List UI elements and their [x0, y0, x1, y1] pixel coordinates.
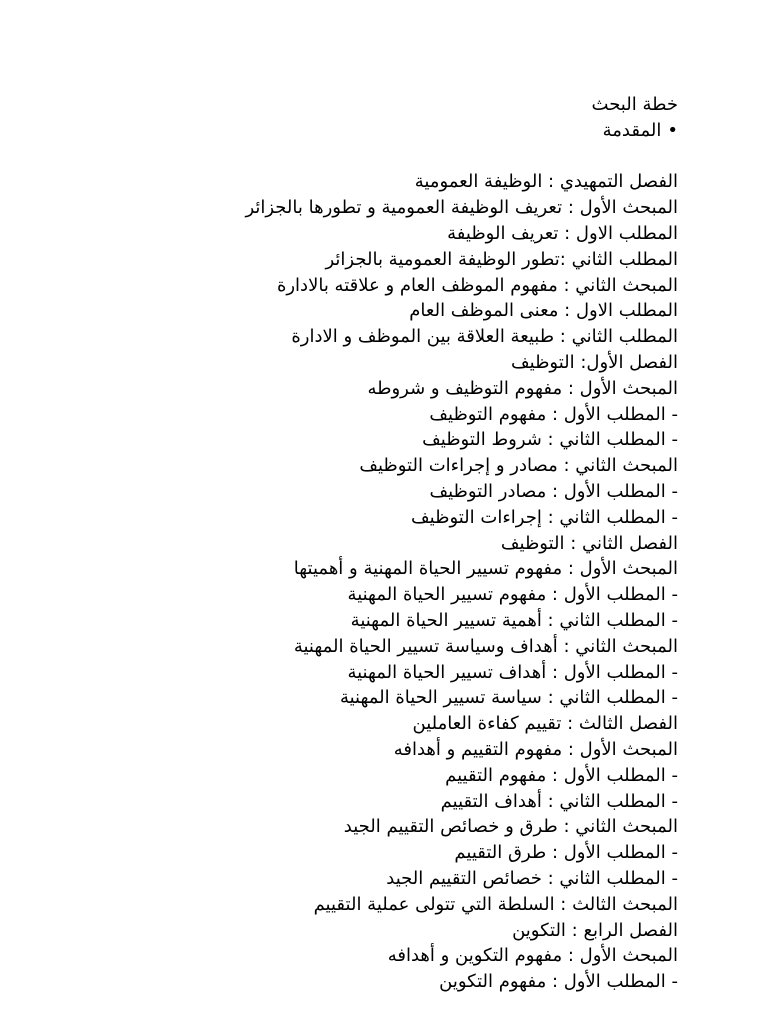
outline-line: المبحث الثاني : مفهوم الموظف العام و علاقته بالادارة: [276, 274, 678, 296]
outline-line: - المطلب الثاني : سياسة تسيير الحياة المهنية: [339, 687, 678, 709]
outline-line: المطلب الاول : معنى الموظف العام: [409, 300, 678, 322]
outline-line: - المطلب الأول : مفهوم التكوين: [439, 971, 678, 993]
outline-line: المبحث الثاني : أهداف وسياسة تسيير الحياة المهنية: [293, 635, 678, 657]
outline-line: - المطلب الأول : أهداف تسيير الحياة المهنية: [347, 661, 678, 683]
outline-line: الفصل الثاني : التوظيف: [500, 532, 678, 554]
outline-line: المطلب الثاني : طبيعة العلاقة بين الموظف و الادارة: [291, 326, 678, 348]
research-plan-text: [58, 92, 678, 995]
outline-line: المبحث الأول : مفهوم التوظيف و شروطه: [367, 377, 678, 399]
outline-line: - المطلب الثاني : شروط التوظيف: [422, 429, 678, 451]
outline-line: الفصل الثالث : تقييم كفاءة العاملين: [412, 713, 678, 735]
page-title: خطة البحث: [591, 94, 678, 115]
blank-line: [58, 144, 678, 170]
outline-line: المبحث الأول : تعريف الوظيفة العمومية و تطورها بالجزائر: [245, 197, 678, 219]
outline-line: المطلب الثاني :تطور الوظيفة العمومية بالجزائر: [325, 248, 678, 270]
outline-line: - المطلب الثاني : خصائص التقييم الجيد: [386, 867, 678, 889]
outline-line: الفصل الأول: التوظيف: [511, 351, 678, 373]
outline-line: المبحث الثاني : طرق و خصائص التقييم الجيد: [343, 816, 678, 838]
outline-line: - المطلب الأول : مفهوم التوظيف: [429, 403, 678, 425]
outline-line: - المطلب الأول : مفهوم تسيير الحياة المهنية: [347, 584, 678, 606]
outline-line: - المطلب الأول : طرق التقييم: [454, 842, 678, 864]
outline-line: المبحث الأول : مفهوم تسيير الحياة المهنية و أهميتها: [293, 558, 678, 580]
outline-line: المطلب الاول : تعريف الوظيفة: [447, 222, 678, 244]
bullet-icon: •: [667, 119, 678, 141]
outline-line: - المطلب الثاني : إجراءات التوظيف: [411, 506, 678, 528]
outline-line: المبحث الثالث : السلطة التي تتولى عملية التقييم: [313, 893, 678, 915]
outline-line: - المطلب الثاني : أهداف التقييم: [440, 790, 678, 812]
intro-bullet-item: [58, 118, 678, 144]
outline-line: المبحث الثاني : مصادر و إجراءات التوظيف: [359, 455, 678, 477]
outline-line: الفصل الرابع : التكوين: [512, 919, 678, 941]
intro-label: المقدمة: [602, 119, 662, 141]
outline-lines: [58, 169, 678, 995]
outline-line: - المطلب الثاني : أهمية تسيير الحياة المهنية: [350, 609, 678, 631]
outline-line: - المطلب الأول : مصادر التوظيف: [429, 480, 678, 502]
outline-line: - المطلب الأول : مفهوم التقييم: [445, 764, 678, 786]
outline-line: المبحث الأول : مفهوم التقييم و أهدافه: [393, 738, 678, 760]
outline-line: الفصل التمهيدي : الوظيفة العمومية: [414, 171, 678, 193]
outline-line: المبحث الأول : مفهوم التكوين و أهدافه: [387, 945, 678, 967]
